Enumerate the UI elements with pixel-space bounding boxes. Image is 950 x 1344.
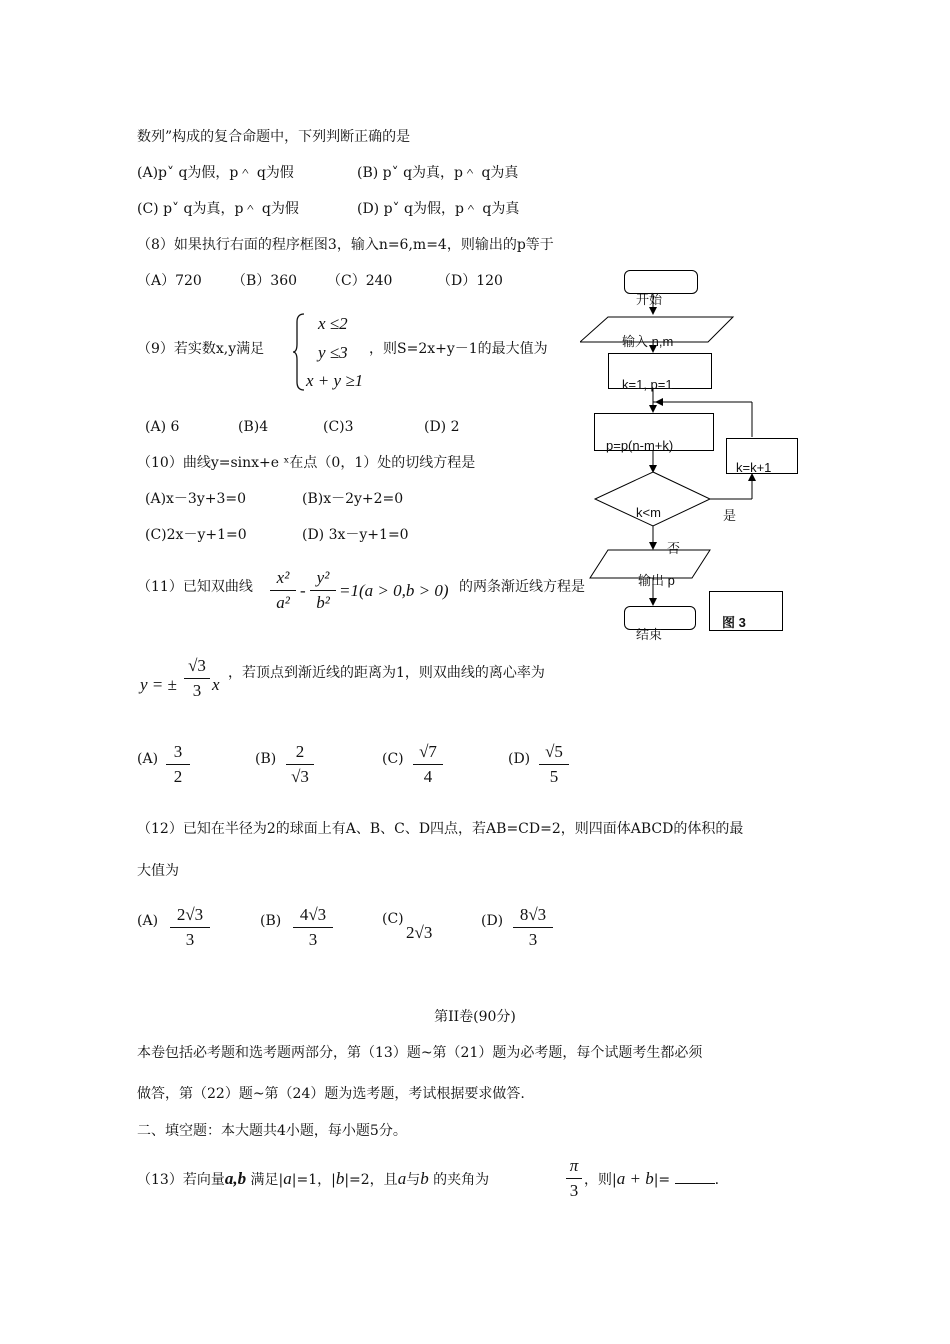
flow-end-label: 结束: [636, 627, 663, 642]
q7-option-d: (D) p˅ q为假，p＾ q为真: [357, 201, 520, 217]
q11-option-c-value: [413, 742, 443, 787]
numerator: 8√3: [519, 905, 547, 924]
minus-sign: -: [300, 581, 306, 600]
numerator: 3: [173, 742, 183, 761]
denominator: 5: [549, 767, 559, 786]
q13-end: [584, 1170, 719, 1189]
figure-caption-box: [709, 591, 783, 631]
numerator: √3: [188, 656, 206, 675]
q12-stem-continued: 大值为: [137, 863, 179, 879]
q8-option-a: （A）720: [137, 273, 202, 289]
flow-cond-label: k<m: [636, 505, 661, 520]
denominator: √3: [291, 767, 309, 786]
q9-tail: ，则S=2x+y－1的最大值为: [369, 341, 548, 357]
q12-option-b-value: [293, 905, 333, 950]
q12-option-d-value: [513, 905, 553, 950]
fraction-x2-a2: [270, 568, 296, 613]
q11-lead: （11）已知双曲线: [137, 579, 253, 595]
q13-text: |=1，|: [291, 1172, 336, 1188]
flow-output-label: 输出 p: [638, 573, 675, 588]
q12-stem: （12）已知在半径为2的球面上有A、B、C、D四点，若AB=CD=2，则四面体ABCD的体积的最: [137, 821, 744, 837]
q7-option-a: (A)p˅ q为假，p＾ q为假: [137, 165, 294, 181]
brace-icon: [292, 312, 306, 392]
denominator: 2: [173, 767, 183, 786]
numerator: √5: [545, 742, 563, 761]
q13-text: ，则|: [584, 1172, 617, 1188]
q10-option-a: (A)x－3y+3=0: [145, 491, 247, 507]
q11-option-a-label: (A): [137, 751, 159, 767]
q11-option-d-value: [539, 742, 569, 787]
section-heading: 二、填空题：本大题共4小题，每小题5分。: [137, 1123, 407, 1139]
q9-lead: （9）若实数x,y满足: [137, 341, 265, 357]
part2-intro-line1: 本卷包括必考题和选考题两部分，第（13）题~第（21）题为必考题，每个试题考生都必须: [137, 1045, 703, 1061]
flow-update-k-label: k=k+1: [736, 460, 772, 475]
vector-sum: a + b: [616, 1169, 654, 1188]
q7-option-b: (B) p˅ q为真，p＾ q为真: [357, 165, 519, 181]
q12-option-a-value: [170, 905, 210, 950]
fraction-pi-3: [566, 1156, 582, 1201]
q12-option-a-label: (A): [137, 913, 159, 929]
q13-lead: （13）若向量: [137, 1172, 225, 1188]
flow-yes-label: 是: [723, 508, 737, 523]
q11-condition: =1(a > 0,b > 0): [339, 581, 449, 600]
q10-option-b: (B)x－2y+2=0: [302, 491, 404, 507]
q13-text: .: [714, 1172, 720, 1188]
q11-option-b-value: [286, 742, 314, 787]
numerator: y²: [316, 568, 330, 587]
q11-option-a-value: [166, 742, 190, 787]
q8-option-c: （C）240: [327, 273, 393, 289]
vector-a: a: [397, 1169, 407, 1188]
denominator: 3: [528, 930, 538, 949]
flow-update-p-label: p=p(n-m+k): [606, 438, 674, 453]
q11-option-b-label: (B): [255, 751, 277, 767]
vectors: a,b: [224, 1169, 247, 1188]
q13-stem: [137, 1170, 489, 1189]
q8-stem: （8）如果执行右面的程序框图3，输入n=6,m=4，则输出的p等于: [137, 237, 554, 253]
asymptote-x: x: [212, 675, 220, 694]
q12-option-c-label: (C): [382, 911, 404, 927]
q13-text: |=2，且: [344, 1172, 398, 1188]
flow-no-label: 否: [667, 541, 681, 556]
flow-start-label: 开始: [636, 292, 663, 307]
denominator: 4: [423, 767, 433, 786]
figure-caption: 图 3: [722, 615, 746, 630]
q11-option-c-label: (C): [382, 751, 404, 767]
q12-option-c-value: 2√3: [406, 923, 433, 942]
q8-option-d: （D）120: [437, 273, 503, 289]
q13-text: 与: [406, 1172, 421, 1188]
q9-option-b: (B)4: [238, 419, 269, 435]
q13-text: |=: [653, 1172, 671, 1188]
numerator: x²: [276, 568, 290, 587]
answer-blank[interactable]: [675, 1171, 715, 1184]
vector-a: a: [283, 1169, 292, 1188]
q13-text: 的夹角为: [433, 1172, 490, 1188]
q9-constraint-1: x ≤2: [318, 314, 348, 333]
denominator: 3: [308, 930, 318, 949]
fraction-sqrt3-3: [184, 656, 210, 701]
asymptote-lhs: y = ±: [140, 675, 177, 694]
q9-constraint-2: y ≤3: [318, 343, 348, 362]
q12-option-b-label: (B): [260, 913, 282, 929]
q9-option-a: (A) 6: [145, 419, 180, 435]
numerator: 4√3: [299, 905, 327, 924]
vector-b: b: [420, 1169, 429, 1188]
q7-option-c: (C) p˅ q为真，p＾ q为假: [137, 201, 299, 217]
denominator: b²: [316, 593, 330, 612]
vector-b: b: [335, 1169, 345, 1188]
flow-init-label: k=1, p=1: [622, 377, 673, 392]
q9-option-d: (D) 2: [424, 419, 460, 435]
denominator: 3: [185, 930, 195, 949]
denominator: a²: [276, 593, 290, 612]
q8-option-b: （B）360: [232, 273, 298, 289]
denominator: 3: [192, 681, 202, 700]
numerator: π: [569, 1156, 579, 1175]
numerator: √7: [419, 742, 437, 761]
q12-option-d-label: (D): [481, 913, 504, 929]
numerator: 2: [295, 742, 305, 761]
flow-input-label: 输入 n,m: [622, 334, 674, 349]
q9-option-c: (C)3: [323, 419, 354, 435]
q10-option-c: (C)2x－y+1=0: [145, 527, 247, 543]
q10-option-d: (D) 3x－y+1=0: [302, 527, 409, 543]
q11-option-d-label: (D): [508, 751, 531, 767]
q10-stem: （10）曲线y=sinx+e ˣ在点（0，1）处的切线方程是: [137, 455, 476, 471]
q13-text: 满足|: [250, 1172, 284, 1188]
part2-intro-line2: 做答，第（22）题~第（24）题为选考题，考试根据要求做答.: [137, 1086, 525, 1102]
q9-constraint-3: x + y ≥1: [306, 371, 364, 390]
numerator: 2√3: [176, 905, 204, 924]
part2-title: 第II卷(90分): [434, 1009, 516, 1025]
q11-after: ，若顶点到渐近线的距离为1，则双曲线的离心率为: [228, 665, 545, 681]
fraction-y2-b2: [310, 568, 336, 613]
denominator: 3: [569, 1181, 579, 1200]
q7-stem: 数列”构成的复合命题中，下列判断正确的是: [137, 129, 411, 145]
q11-tail: 的两条渐近线方程是: [459, 579, 585, 595]
